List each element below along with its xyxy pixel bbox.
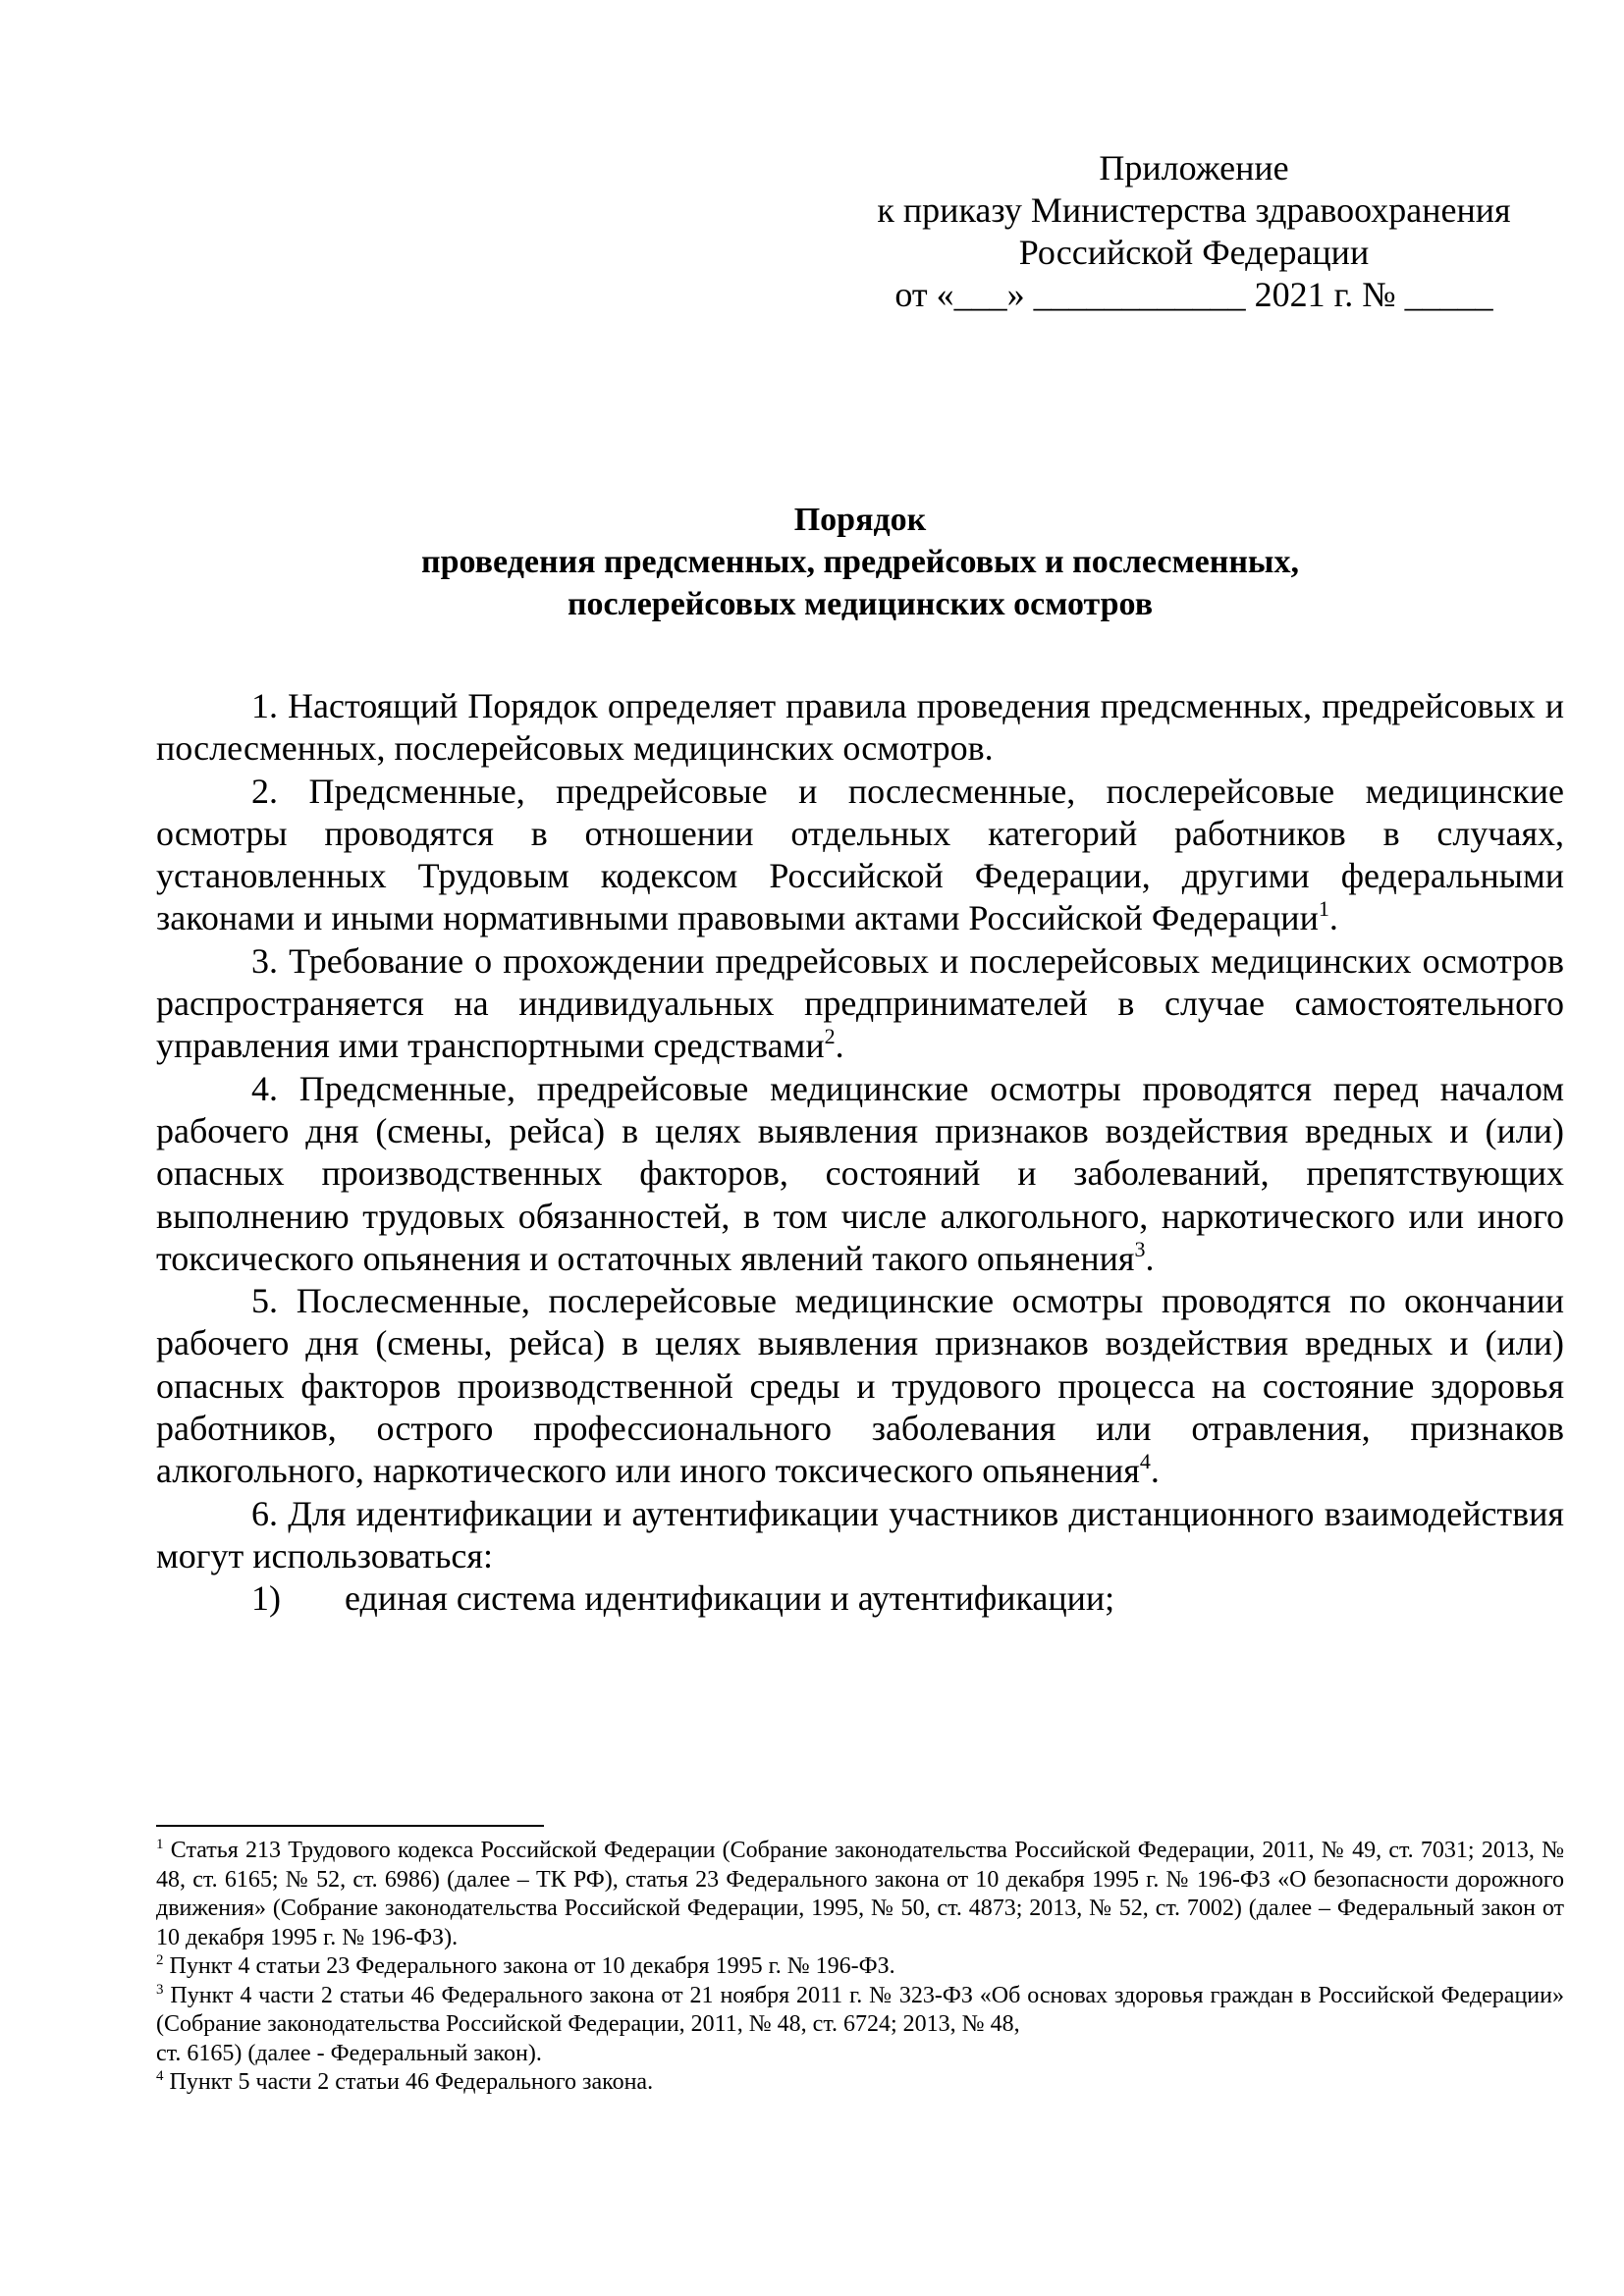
- footnote-3: $^3$ Пункт 4 части 2 статьи 46 Федерального закона от 21 ноября 2011 г. № 323-ФЗ «Об основах здоровья граждан в Российской Федерации» (Собрание законодательства Российской Федерации, 2011, № 48, ст. 6724; 2013, № 48,: [156, 1981, 1564, 2037]
- appendix-header: [831, 147, 1557, 316]
- list-item-text: единая система идентификации и аутентификации;: [345, 1578, 1115, 1619]
- appendix-date-number: от «___» ____________ 2021 г. № _____: [894, 275, 1493, 314]
- document-title: [156, 499, 1564, 625]
- paragraph-1: 1. Настоящий Порядок определяет правила проведения предсменных, предрейсовых и послесменных, послерейсовых медицинских осмотров.: [156, 686, 1564, 769]
- appendix-label: Приложение: [1099, 148, 1289, 187]
- footnote-ref-2: 2: [824, 1024, 836, 1049]
- title-line-2: проведения предсменных, предрейсовых и послесменных,: [421, 544, 1299, 580]
- footnote-ref-1: 1: [1318, 896, 1329, 922]
- paragraph-3: 3. Требование о прохождении предрейсовых и послерейсовых медицинских осмотров распространяется на индивидуальных предпринимателей в случае самостоятельного управления ими транспортными средствами$^2$.: [156, 940, 1564, 1066]
- appendix-federation: Российской Федерации: [1018, 233, 1370, 272]
- footnotes: [156, 1837, 1564, 2098]
- footnote-1: $^1$ Статья 213 Трудового кодекса Российской Федерации (Собрание законодательства Российской Федерации, 2011, № 49, ст. 7031; 2013, № 48, ст. 6165; № 52, ст. 6986) (далее – ТК РФ), статья 23 Федерального закона от 10 декабря 1995 г. № 196-ФЗ «О безопасности дорожного движения» (Собрание законодательства Российской Федерации, 1995, № 50, ст. 4873; 2013, № 52, ст. 7002) (далее – Федеральный закон от 10 декабря 1995 г. № 196-ФЗ).: [156, 1837, 1564, 1950]
- footnote-ref-3: 3: [1134, 1236, 1146, 1261]
- footnote-2: $^2$ Пункт 4 статьи 23 Федерального закона от 10 декабря 1995 г. № 196-ФЗ.: [156, 1952, 895, 1979]
- list-item-number: 1): [251, 1578, 281, 1619]
- paragraph-6: 6. Для идентификации и аутентификации участников дистанционного взаимодействия могут использоваться:: [156, 1493, 1564, 1575]
- paragraph-4: 4. Предсменные, предрейсовые медицинские осмотры проводятся перед началом рабочего дня (смены, рейса) в целях выявления признаков воздействия вредных и (или) опасных производственных факторов, состояний и заболеваний, препятствующих выполнению трудовых обязанностей, в том числе алкогольного, наркотического или иного токсического опьянения и остаточных явлений такого опьянения$^3$.: [156, 1068, 1564, 1278]
- paragraph-2: 2. Предсменные, предрейсовые и послесменные, послерейсовые медицинские осмотры проводятся в отношении отдельных категорий работников в случаях, установленных Трудовым кодексом Российской Федерации, другими федеральными законами и иными нормативными правовыми актами Российской Федерации$^1$.: [156, 771, 1564, 938]
- appendix-order-ref: к приказу Министерства здравоохранения: [877, 190, 1511, 230]
- list-item: [156, 1577, 1564, 1620]
- paragraph-5: 5. Послесменные, послерейсовые медицинские осмотры проводятся по окончании рабочего дня (смены, рейса) в целях выявления признаков воздействия вредных и (или) опасных факторов производственной среды и трудового процесса на состояние здоровья работников, острого профессионального заболевания или отравления, признаков алкогольного, наркотического или иного токсического опьянения$^4$.: [156, 1281, 1564, 1491]
- footnote-ref-4: 4: [1139, 1449, 1151, 1474]
- document-body: [156, 685, 1564, 1621]
- footnote-separator: [156, 1825, 544, 1827]
- title-line-1: Порядок: [793, 502, 927, 538]
- footnote-3-continuation: ст. 6165) (далее - Федеральный закон).: [156, 2040, 542, 2066]
- title-line-3: послерейсовых медицинских осмотров: [567, 586, 1154, 622]
- footnote-4: $^4$ Пункт 5 части 2 статьи 46 Федерального закона.: [156, 2068, 654, 2095]
